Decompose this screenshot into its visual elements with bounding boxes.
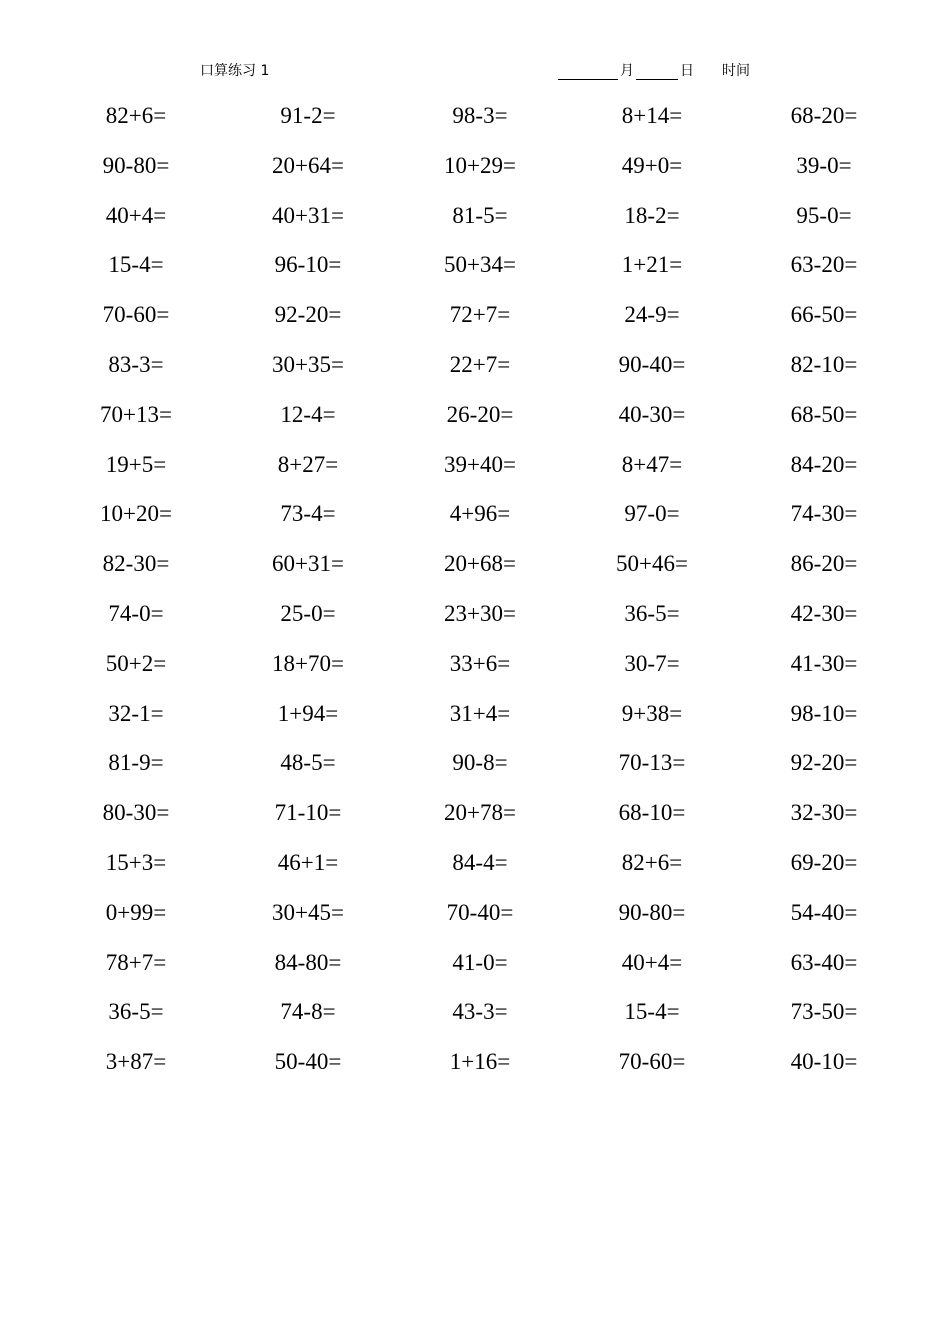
day-blank[interactable] bbox=[636, 63, 678, 80]
math-problem: 36-5= bbox=[624, 600, 680, 626]
math-problem: 40-10= bbox=[790, 1049, 858, 1075]
math-problem: 8+14= bbox=[621, 103, 683, 128]
math-problem: 74-0= bbox=[108, 600, 164, 626]
math-problem: 15-4= bbox=[624, 999, 680, 1025]
math-problem: 49+0= bbox=[621, 152, 683, 178]
math-problem: 92-20= bbox=[790, 750, 858, 776]
math-problem: 30-7= bbox=[624, 650, 680, 676]
math-problem: 82+6= bbox=[621, 849, 683, 875]
math-problem: 40+4= bbox=[105, 202, 167, 228]
math-problem: 39-0= bbox=[796, 152, 852, 178]
math-problem: 70-60= bbox=[618, 1049, 686, 1075]
math-problem: 33+6= bbox=[449, 650, 511, 676]
math-problem: 86-20= bbox=[790, 551, 858, 577]
math-problem: 40-30= bbox=[618, 401, 686, 427]
worksheet-title: 口算练习 1 bbox=[200, 63, 270, 79]
math-problem: 40+4= bbox=[621, 949, 683, 975]
math-problem: 24-9= bbox=[624, 302, 680, 328]
math-problem: 68-50= bbox=[790, 401, 858, 427]
math-problem: 73-4= bbox=[280, 501, 336, 527]
math-problem: 90-8= bbox=[452, 750, 508, 776]
math-problem: 82-10= bbox=[790, 351, 858, 377]
math-problem: 4+96= bbox=[449, 501, 511, 527]
math-problem: 18-2= bbox=[624, 202, 680, 228]
math-problem: 46+1= bbox=[277, 849, 339, 875]
math-problem: 73-50= bbox=[790, 999, 858, 1025]
math-problem: 98-3= bbox=[452, 103, 508, 128]
math-problem: 12-4= bbox=[280, 401, 336, 427]
math-problem: 96-10= bbox=[274, 252, 342, 278]
math-problem: 0+99= bbox=[105, 899, 167, 925]
math-problem: 3+87= bbox=[105, 1049, 167, 1075]
math-problem: 15-4= bbox=[108, 252, 164, 278]
math-problem: 84-4= bbox=[452, 849, 508, 875]
math-problem: 63-40= bbox=[790, 949, 858, 975]
math-problem: 20+64= bbox=[272, 152, 344, 178]
math-problem: 91-2= bbox=[280, 103, 336, 128]
math-problem: 40+31= bbox=[272, 202, 344, 228]
math-problem: 50-40= bbox=[274, 1049, 342, 1075]
math-problem: 68-10= bbox=[618, 800, 686, 826]
math-problem: 74-8= bbox=[280, 999, 336, 1025]
math-problem: 25-0= bbox=[280, 600, 336, 626]
math-problem: 23+30= bbox=[444, 600, 516, 626]
math-problem: 97-0= bbox=[624, 501, 680, 527]
math-problem: 66-50= bbox=[790, 302, 858, 328]
math-problem: 70-40= bbox=[446, 899, 514, 925]
math-problem: 90-40= bbox=[618, 351, 686, 377]
math-problem: 82+6= bbox=[105, 103, 167, 128]
math-problem: 43-3= bbox=[452, 999, 508, 1025]
math-problem: 69-20= bbox=[790, 849, 858, 875]
month-label: 月 bbox=[620, 63, 634, 79]
math-problem: 19+5= bbox=[105, 451, 167, 477]
math-problem: 83-3= bbox=[108, 351, 164, 377]
math-problem: 70-60= bbox=[102, 302, 170, 328]
math-problem: 15+3= bbox=[105, 849, 167, 875]
math-problem: 82-30= bbox=[102, 551, 170, 577]
math-problem: 1+21= bbox=[621, 252, 683, 278]
day-label: 日 bbox=[680, 63, 694, 79]
math-problem: 71-10= bbox=[274, 800, 342, 826]
math-problem: 32-30= bbox=[790, 800, 858, 826]
math-problem: 98-10= bbox=[790, 700, 858, 726]
math-problem: 20+68= bbox=[444, 551, 516, 577]
math-problem: 78+7= bbox=[105, 949, 167, 975]
math-problem: 92-20= bbox=[274, 302, 342, 328]
math-problem: 84-80= bbox=[274, 949, 342, 975]
math-problem: 31+4= bbox=[449, 700, 511, 726]
math-problem: 50+34= bbox=[444, 252, 516, 278]
time-label: 时间 bbox=[722, 63, 750, 79]
math-problem: 26-20= bbox=[446, 401, 514, 427]
math-problem: 63-20= bbox=[790, 252, 858, 278]
math-problem: 48-5= bbox=[280, 750, 336, 776]
math-problem: 18+70= bbox=[272, 650, 344, 676]
math-problem: 39+40= bbox=[444, 451, 516, 477]
math-problem: 81-9= bbox=[108, 750, 164, 776]
math-problem: 41-0= bbox=[452, 949, 508, 975]
math-problem: 41-30= bbox=[790, 650, 858, 676]
math-problem: 81-5= bbox=[452, 202, 508, 228]
math-problem: 22+7= bbox=[449, 351, 511, 377]
math-problem: 30+35= bbox=[272, 351, 344, 377]
math-problem: 1+16= bbox=[449, 1049, 511, 1075]
math-problem: 9+38= bbox=[621, 700, 683, 726]
math-problem: 54-40= bbox=[790, 899, 858, 925]
math-problem: 90-80= bbox=[102, 152, 170, 178]
worksheet-header bbox=[0, 60, 950, 82]
math-problem: 36-5= bbox=[108, 999, 164, 1025]
math-problem: 60+31= bbox=[272, 551, 344, 577]
math-problem: 50+2= bbox=[105, 650, 167, 676]
problem-grid bbox=[50, 91, 910, 1087]
math-problem: 10+20= bbox=[100, 501, 172, 527]
math-problem: 20+78= bbox=[444, 800, 516, 826]
math-problem: 95-0= bbox=[796, 202, 852, 228]
month-blank[interactable] bbox=[558, 63, 618, 80]
math-problem: 30+45= bbox=[272, 899, 344, 925]
math-problem: 72+7= bbox=[449, 302, 511, 328]
math-problem: 80-30= bbox=[102, 800, 170, 826]
math-problem: 74-30= bbox=[790, 501, 858, 527]
math-problem: 10+29= bbox=[444, 152, 516, 178]
math-problem: 32-1= bbox=[108, 700, 164, 726]
date-time-area bbox=[558, 60, 750, 80]
math-problem: 8+47= bbox=[621, 451, 683, 477]
math-problem: 68-20= bbox=[790, 103, 858, 128]
math-problem: 42-30= bbox=[790, 600, 858, 626]
math-problem: 50+46= bbox=[616, 551, 688, 577]
math-problem: 90-80= bbox=[618, 899, 686, 925]
math-problem: 8+27= bbox=[277, 451, 339, 477]
math-problem: 70+13= bbox=[100, 401, 172, 427]
math-problem: 84-20= bbox=[790, 451, 858, 477]
math-problem: 70-13= bbox=[618, 750, 686, 776]
math-problem: 1+94= bbox=[277, 700, 339, 726]
